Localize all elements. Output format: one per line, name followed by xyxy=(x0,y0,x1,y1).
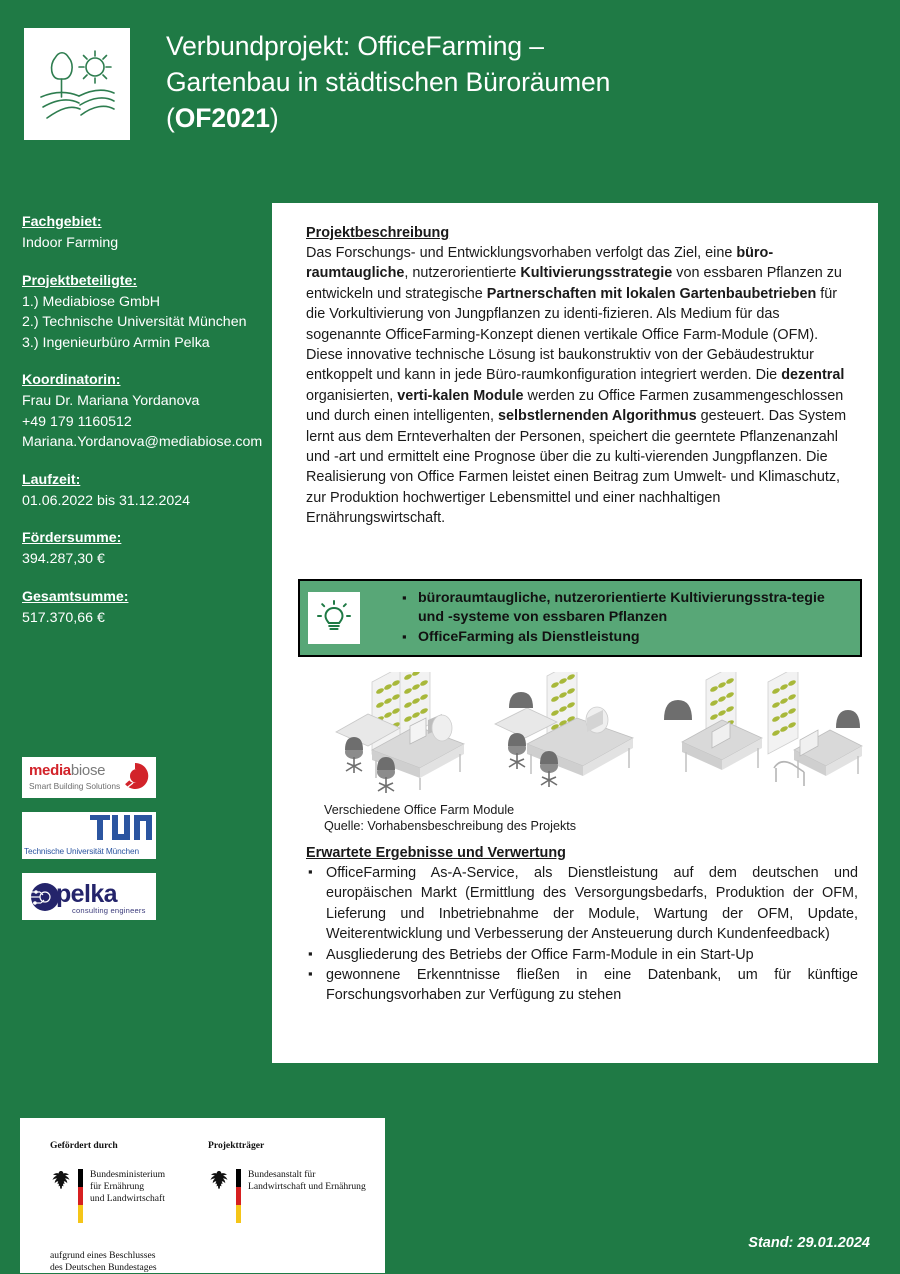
mediabiose-word-a: media xyxy=(29,762,71,779)
funder-note xyxy=(50,1250,157,1274)
results-item: ▪ gewonnene Erkenntnisse fließen in eine Datenbank, um für künftige Forschungsvorhaben zur Verfügung zu stehen xyxy=(306,965,858,1006)
results-section xyxy=(306,843,858,1006)
sidebar-block-koordinatorin xyxy=(22,370,262,453)
caption-line-2: Quelle: Vorhabensbeschreibung des Projekts xyxy=(324,818,577,833)
sidebar-heading: Gesamtsumme: xyxy=(22,588,129,605)
sidebar-heading: Fachgebiet: xyxy=(22,214,102,230)
highlights-callout xyxy=(298,579,862,657)
description-heading: Projektbeschreibung xyxy=(306,225,450,241)
sidebar-value: 01.06.2022 bis 31.12.2024 xyxy=(22,492,191,509)
funder-name xyxy=(90,1169,165,1206)
coordinator-phone[interactable]: +49 179 1160512 xyxy=(22,413,132,430)
german-flag-bar xyxy=(78,1169,83,1223)
office-farm-modules-illustration xyxy=(306,672,866,794)
title-line-3 xyxy=(166,100,866,136)
logo-tum xyxy=(22,812,156,859)
funder-block xyxy=(50,1140,220,1274)
funder-logo-row xyxy=(50,1169,220,1223)
bundesadler-icon xyxy=(50,1169,72,1191)
sidebar-block-laufzeit xyxy=(22,470,262,512)
tum-tagline: Technische Universität München xyxy=(24,846,139,856)
partner-logos xyxy=(22,757,162,934)
title-paren-close: ) xyxy=(269,103,279,133)
funder-name-line-1: Bundesministerium xyxy=(90,1169,166,1180)
callout-icon-wrap xyxy=(308,592,360,644)
agency-block xyxy=(208,1140,383,1223)
sidebar-heading: Laufzeit: xyxy=(22,471,81,488)
agency-name xyxy=(248,1169,366,1193)
mediabiose-tagline: Smart Building Solutions xyxy=(29,781,121,791)
sidebar-value: 2.) Technische Universität München xyxy=(22,314,247,330)
funder-name-line-2: für Ernährung xyxy=(90,1181,145,1193)
header xyxy=(0,0,900,180)
bundesadler-icon xyxy=(208,1169,230,1191)
mediabiose-word-b: biose xyxy=(70,762,106,779)
callout-item: ▪ OfficeFarming als Dienstleistung xyxy=(402,628,850,648)
description-block xyxy=(306,223,858,529)
sidebar-heading: Koordinatorin: xyxy=(22,372,121,388)
caption-line-1: Verschiedene Office Farm Module xyxy=(324,803,515,817)
page-title xyxy=(166,28,866,136)
plant-sun-field-icon xyxy=(35,39,119,129)
agency-label: Projektträger xyxy=(208,1140,265,1151)
funder-note-line-1: aufgrund eines Beschlusses xyxy=(50,1250,156,1261)
callout-list xyxy=(360,589,860,648)
results-heading: Erwartete Ergebnisse und Verwertung xyxy=(306,845,566,861)
logo-mediabiose xyxy=(22,757,156,798)
funding-footer xyxy=(20,1118,385,1273)
stand-date: Stand: 29.01.2024 xyxy=(748,1235,870,1251)
sidebar-block-fachgebiet xyxy=(22,212,262,254)
results-item: ▪ Ausgliederung des Betriebs der Office Farm-Module in ein Start-Up xyxy=(306,945,858,965)
mediabiose-wordmark xyxy=(29,762,105,779)
project-logo xyxy=(24,28,130,140)
title-paren-open: ( xyxy=(166,103,175,133)
agency-name-line-2: Landwirtschaft und Ernährung xyxy=(248,1181,366,1193)
agency-logo-row xyxy=(208,1169,383,1223)
sidebar-heading: Fördersumme: xyxy=(22,530,122,546)
results-item: ▪ OfficeFarming As-A-Service, als Dienstleistung auf dem deutschen und europäischen Markt (Ermittlung des Versorgungsbedarfs, Produktion der OFM, Lieferung und Inbetriebnahme der Module, Wartung der OFM, Update, Weiterentwicklung und Verbesserung der Ansteuerung durch Kundenfeedback) xyxy=(306,863,858,945)
sidebar-value: 394.287,30 € xyxy=(22,551,105,567)
funder-label: Gefördert durch xyxy=(50,1140,118,1151)
coordinator-name: Frau Dr. Mariana Yordanova xyxy=(22,393,200,409)
lightbulb-icon xyxy=(315,599,353,637)
callout-item: ▪ büroraumtaugliche, nutzerorientierte Kultivierungsstra-tegie und -systeme von essbaren Pflanzen xyxy=(402,589,850,628)
description-text: Das Forschungs- und Entwicklungsvorhaben verfolgt das Ziel, eine büro-raumtaugliche, nutzerorientierte Kultivierungsstrategie von essbaren Pflanzen zu entwickeln und strategische Partnerschaften mit lokalen Gartenbaubetrieben für die Vorkultivierung von Jungpflanzen zu identi-fizieren. Als Medium für das sogenannte OfficeFarming-Konzept dienen vertikale Office Farm-Module (OFM). Diese innovative technische Lösung ist baukonstruktiv von der Gebäudestruktur entkoppelt und kann in jede Büro-raumkonfiguration integriert werden. Die dezentral organisierten, verti-kalen Module werden zu Office Farmen zusammengeschlossen und durch einen intelligenten, selbstlernenden Algorithmus gesteuert. Das System lernt aus dem Ernteverhalten der Personen, speichert die geerntete Pflanzenanzahl und -art und ermittelt eine Prognose über die zu kulti-vierenden Jungpflanzen. Die Realisierung von Office Farmen leistet einen Beitrag zum Umwelt- und Klimaschutz, zur Produktion hochwertiger Lebensmittel und einer nachhaltigen Ernährungswirtschaft. xyxy=(306,245,847,527)
sidebar xyxy=(22,212,262,645)
sidebar-value: 517.370,66 € xyxy=(22,609,105,626)
figure-caption xyxy=(324,803,824,834)
german-flag-bar xyxy=(236,1169,241,1223)
pelka-wordmark: pelka xyxy=(56,880,117,908)
sidebar-block-projektbeteiligte xyxy=(22,271,262,354)
coordinator-email[interactable]: Mariana.Yordanova@mediabiose.com xyxy=(22,434,263,450)
title-line-1: Verbundprojekt: OfficeFarming – xyxy=(166,31,544,61)
mediabiose-mark-icon xyxy=(120,761,150,791)
results-list xyxy=(306,863,858,1006)
sidebar-value: 3.) Ingenieurbüro Armin Pelka xyxy=(22,334,210,351)
sidebar-value: Indoor Farming xyxy=(22,235,119,251)
sidebar-value: 1.) Mediabiose GmbH xyxy=(22,293,160,310)
funder-note-line-2: des Deutschen Bundestages xyxy=(50,1262,157,1274)
tum-wordmark-icon xyxy=(90,815,152,840)
pelka-tagline: consulting engineers xyxy=(72,906,146,915)
sidebar-heading: Projektbeteiligte: xyxy=(22,272,138,289)
sidebar-block-foerdersumme xyxy=(22,528,262,570)
sidebar-block-gesamtsumme xyxy=(22,587,262,629)
office-farm-figure xyxy=(306,672,866,794)
project-code: OF2021 xyxy=(174,103,270,133)
agency-name-line-1: Bundesanstalt für xyxy=(248,1169,316,1180)
logo-pelka xyxy=(22,873,156,920)
funder-name-line-3: und Landwirtschaft xyxy=(90,1193,165,1205)
title-line-2: Gartenbau in städtischen Büroräumen xyxy=(166,67,611,97)
